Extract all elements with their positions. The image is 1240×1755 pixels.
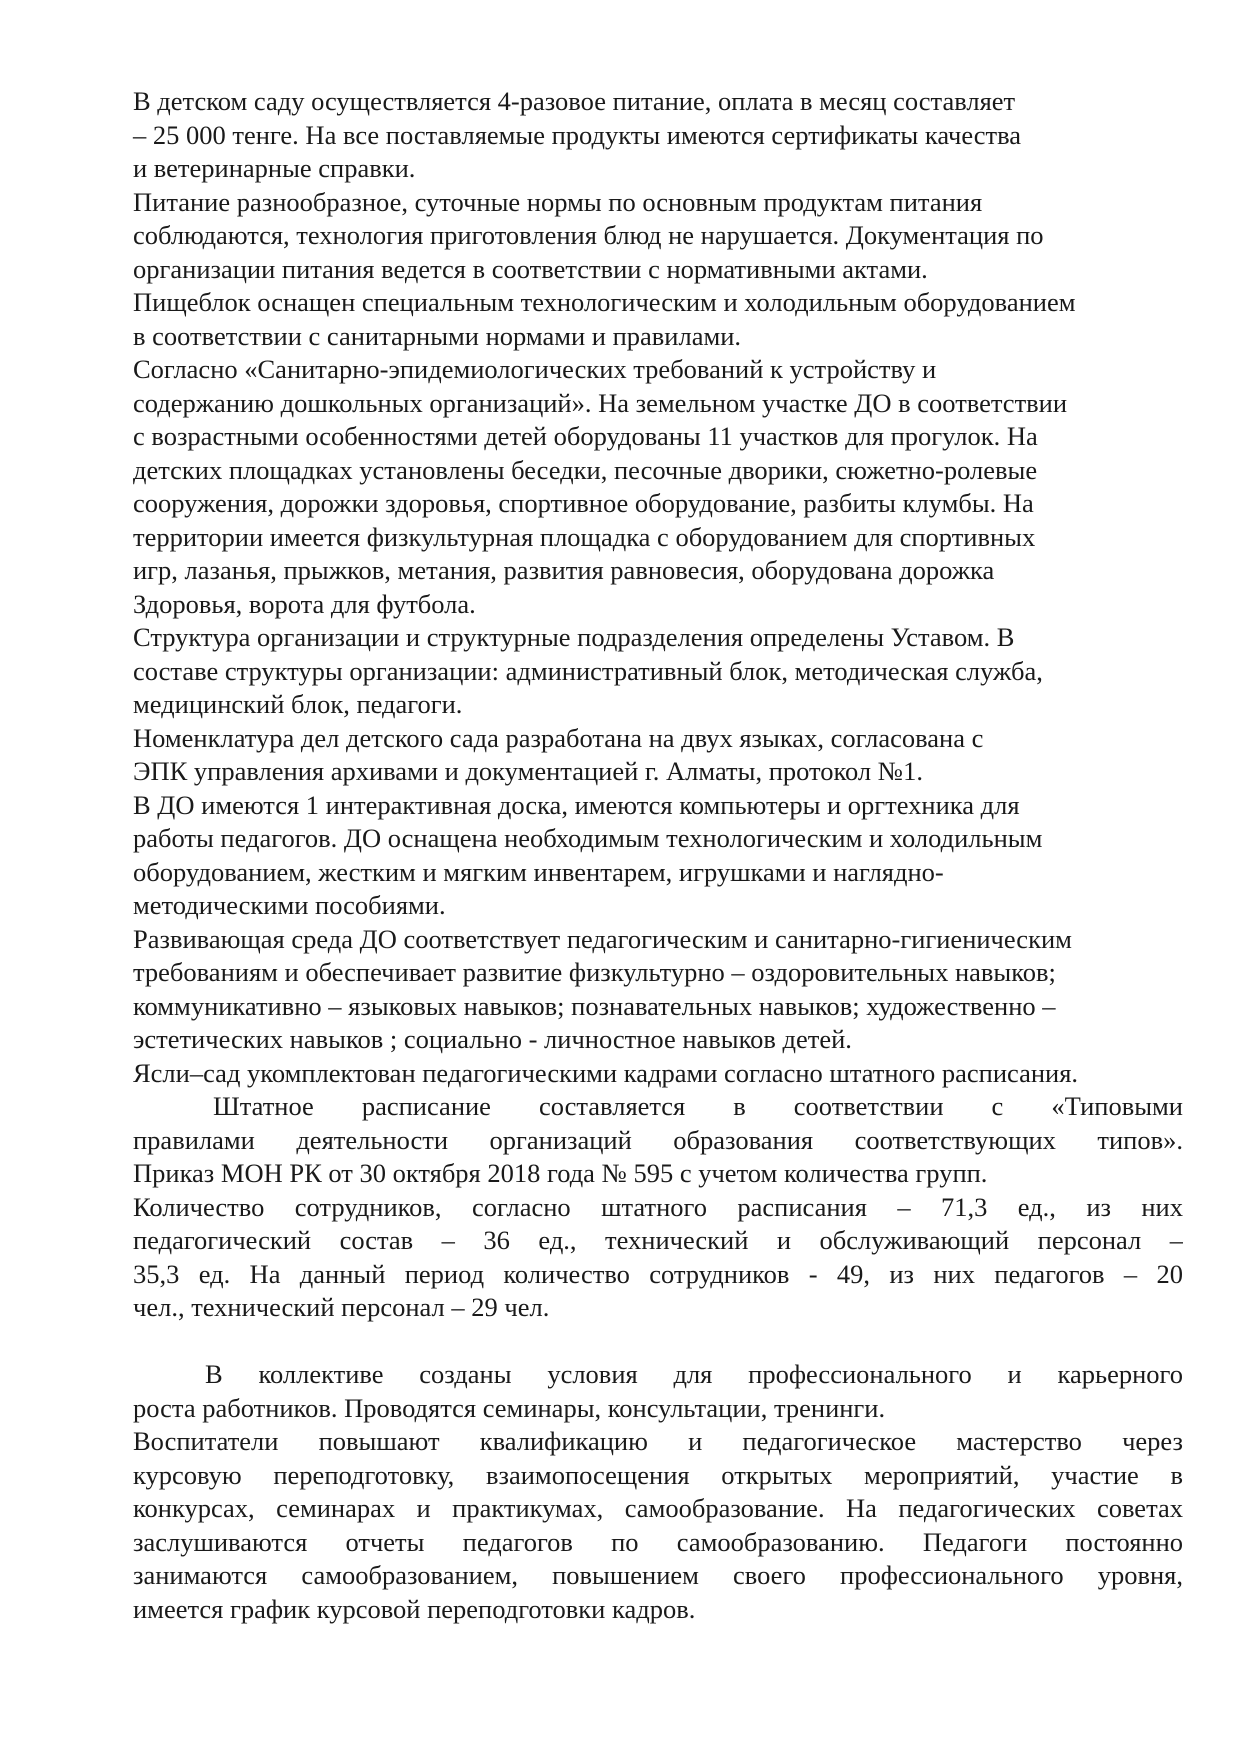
text-line: Здоровья, ворота для футбола. (133, 588, 476, 619)
text-line: занимаются самообразованием, повышением своего профессионального уровня, (133, 1560, 1183, 1590)
text-line: Количество сотрудников, согласно штатного расписания – 71,3 ед., из них (133, 1191, 1183, 1222)
text-line: медицинский блок, педагоги. (133, 689, 463, 719)
text-line: Ясли–сад укомплектован педагогическими кадрами согласно штатного расписания. (133, 1057, 1079, 1088)
paragraph-gap (133, 1325, 1183, 1359)
text-line: методическими пособиями. (133, 890, 446, 920)
text-line: игр, лазанья, прыжков, метания, развития равновесия, оборудована дорожка (133, 555, 995, 585)
document-page (133, 85, 1183, 1626)
text-line: детских площадках установлены беседки, песочные дворики, сюжетно-ролевые (133, 454, 1038, 485)
text-line: Воспитатели повышают квалификацию и педагогическое мастерство через (133, 1426, 1183, 1456)
text-line: Согласно «Санитарно-эпидемиологических требований к устройству и (133, 354, 937, 384)
text-line: оборудованием, жестким и мягким инвентарем, игрушками и наглядно- (133, 856, 944, 887)
text-line: В ДО имеются 1 интерактивная доска, имеются компьютеры и оргтехника для (133, 789, 1020, 820)
text-line: педагогический состав – 36 ед., технический и обслуживающий персонал – (133, 1225, 1183, 1255)
text-line: содержанию дошкольных организаций». На земельном участке ДО в соответствии (133, 387, 1068, 418)
text-line: Приказ МОН РК от 30 октября 2018 года № 595 с учетом количества групп. (133, 1158, 988, 1188)
career-paragraph (133, 1358, 1183, 1626)
text-line: соблюдаются, технология приготовления блюд не нарушается. Документация по (133, 220, 1044, 250)
text-line: Структура организации и структурные подразделения определены Уставом. В (133, 622, 1015, 652)
text-line: Штатное расписание составляется в соответствии с «Типовыми (213, 1091, 1183, 1121)
text-line: – 25 000 тенге. На все поставляемые продукты имеются сертификаты качества (133, 119, 1022, 150)
text-line: правилами деятельности организаций образования соответствующих типов». (133, 1124, 1183, 1155)
text-line: 35,3 ед. На данный период количество сотрудников - 49, из них педагогов – 20 (133, 1258, 1183, 1289)
text-line: требованиям и обеспечивает развитие физкультурно – оздоровительных навыков; (133, 957, 1056, 987)
text-line: Развивающая среда ДО соответствует педагогическим и санитарно-гигиеническим (133, 923, 1072, 954)
text-line: в соответствии с санитарными нормами и правилами. (133, 320, 742, 351)
text-line: составе структуры организации: административный блок, методическая служба, (133, 655, 1043, 686)
text-line: сооружения, дорожки здоровья, спортивное оборудование, разбиты клумбы. На (133, 488, 1034, 518)
text-line: конкурсах, семинарах и практикумах, самообразование. На педагогических советах (133, 1493, 1183, 1523)
text-line: В коллективе созданы условия для профессионального и карьерного (205, 1359, 1183, 1389)
text-line: Питание разнообразное, суточные нормы по основным продуктам питания (133, 186, 983, 217)
text-line: Номенклатура дел детского сада разработана на двух языках, согласована с (133, 722, 984, 753)
text-line: В детском саду осуществляется 4-разовое питание, оплата в месяц составляет (133, 86, 1016, 116)
text-line: роста работников. Проводятся семинары, консультации, тренинги. (133, 1392, 886, 1423)
text-line: организации питания ведется в соответствии с нормативными актами. (133, 253, 928, 284)
intro-block (133, 85, 1183, 1090)
text-line: территории имеется физкультурная площадка с оборудованием для спортивных (133, 521, 1036, 552)
text-line: ЭПК управления архивами и документацией г. Алматы, протокол №1. (133, 756, 923, 786)
text-line: заслушиваются отчеты педагогов по самообразованию. Педагоги постоянно (133, 1526, 1183, 1557)
text-line: Пищеблок оснащен специальным технологическим и холодильным оборудованием (133, 287, 1076, 317)
text-line: с возрастными особенностями детей оборудованы 11 участков для прогулок. На (133, 421, 1038, 451)
text-line: эстетических навыков ; социально - личностное навыков детей. (133, 1024, 852, 1054)
text-line: чел., технический персонал – 29 чел. (133, 1292, 550, 1322)
text-line: и ветеринарные справки. (133, 153, 416, 183)
text-line: имеется график курсовой переподготовки кадров. (133, 1593, 696, 1624)
text-line: коммуникативно – языковых навыков; познавательных навыков; художественно – (133, 990, 1056, 1021)
text-line: курсовую переподготовку, взаимопосещения открытых мероприятий, участие в (133, 1459, 1183, 1490)
staff-paragraph (133, 1090, 1183, 1325)
text-line: работы педагогов. ДО оснащена необходимым технологическим и холодильным (133, 823, 1043, 853)
